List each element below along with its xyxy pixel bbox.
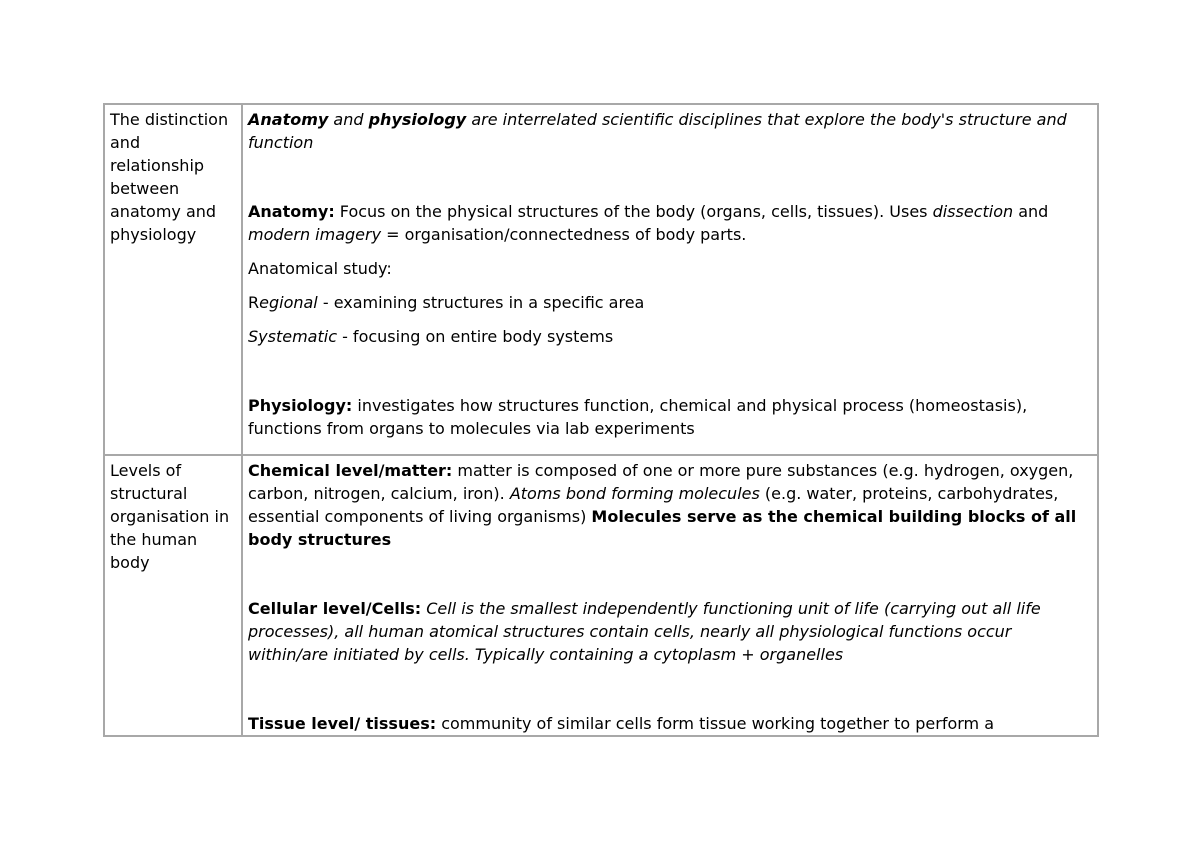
anatomy-label: Anatomy: bbox=[248, 202, 335, 221]
topic-cell bbox=[104, 104, 242, 455]
chemical-level-paragraph bbox=[248, 459, 1093, 551]
content-cell bbox=[242, 455, 1098, 736]
regional-initial: R bbox=[248, 293, 260, 312]
notes-table bbox=[103, 103, 1099, 737]
topic-text: Levels of structural organisation in the human body bbox=[110, 461, 230, 572]
cellular-label: Cellular level/Cells: bbox=[248, 599, 422, 618]
content-cell bbox=[242, 104, 1098, 455]
anatomy-text-end: = organisation/connectedness of body parts. bbox=[381, 225, 747, 244]
table-row bbox=[104, 455, 1098, 736]
systematic-line bbox=[248, 325, 1093, 348]
table-row bbox=[104, 104, 1098, 455]
regional-text: - examining structures in a specific area bbox=[317, 293, 645, 312]
anatomy-text: Focus on the physical structures of the body (organs, cells, tissues). Uses bbox=[334, 202, 933, 221]
regional-term: egional bbox=[259, 293, 318, 312]
tissue-text: community of similar cells form tissue working together to perform a bbox=[436, 714, 995, 733]
topic-text: The distinction and relationship between anatomy and physiology bbox=[110, 110, 229, 244]
chemical-italic: Atoms bond forming molecules bbox=[509, 484, 760, 503]
systematic-text: - focusing on entire body systems bbox=[336, 327, 614, 346]
intro-text: are interrelated scientific disciplines that explore the body's structure and function bbox=[248, 110, 1067, 152]
cellular-italic: Cell is the smallest independently functioning unit of life (carrying out all life processes), all human atomical structures contain cells, nearly all physiological functions occur within/are initiated by cells. Typically containing a cytoplasm + organelles bbox=[248, 599, 1041, 664]
regional-line bbox=[248, 291, 1093, 314]
chemical-bold-end: Molecules serve as the chemical building blocks of all body structures bbox=[248, 507, 1077, 549]
modern-imagery-term: modern imagery bbox=[248, 225, 382, 244]
anatomy-conjunction: and bbox=[1013, 202, 1049, 221]
physiology-text: investigates how structures function, chemical and physical process (homeostasis), functions from organs to molecules via lab experiments bbox=[248, 396, 1028, 438]
anatomical-study-heading: Anatomical study: bbox=[248, 259, 392, 278]
physiology-label: Physiology: bbox=[248, 396, 353, 415]
cellular-level-paragraph bbox=[248, 597, 1093, 666]
tissue-level-paragraph bbox=[248, 712, 1093, 735]
intro-conjunction: and bbox=[328, 110, 369, 129]
systematic-term: Systematic bbox=[248, 327, 337, 346]
chemical-text: matter is composed of one or more pure substances (e.g. hydrogen, oxygen, carbon, nitrogen, calcium, iron). bbox=[248, 461, 1074, 503]
physiology-term: physiology bbox=[368, 110, 467, 129]
topic-cell bbox=[104, 455, 242, 736]
tissue-label: Tissue level/ tissues: bbox=[248, 714, 437, 733]
intro-paragraph bbox=[248, 108, 1093, 154]
dissection-term: dissection bbox=[932, 202, 1014, 221]
chemical-text-2: (e.g. water, proteins, carbohydrates, essential components of living organisms) bbox=[248, 484, 1059, 526]
anatomy-definition bbox=[248, 200, 1093, 246]
chemical-label: Chemical level/matter: bbox=[248, 461, 453, 480]
anatomy-term: Anatomy bbox=[248, 110, 329, 129]
physiology-definition bbox=[248, 394, 1093, 440]
